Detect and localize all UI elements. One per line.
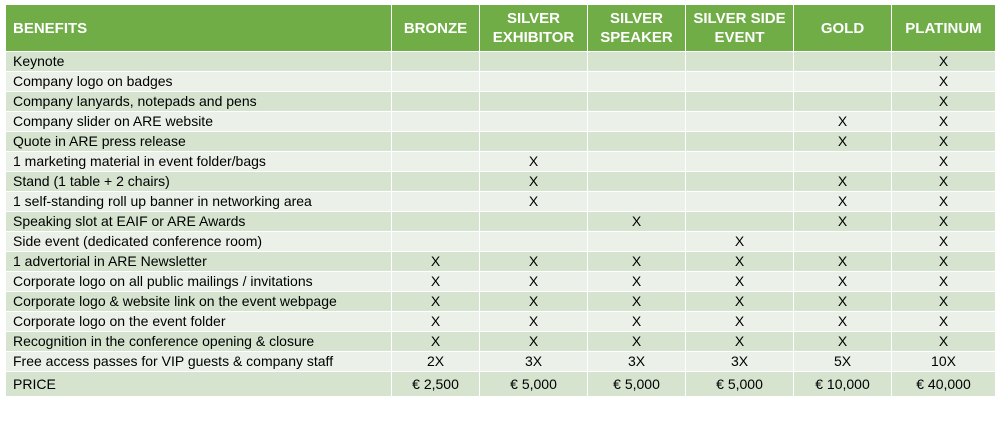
- benefit-name: Speaking slot at EAIF or ARE Awards: [6, 212, 392, 232]
- tier-cell-bronze: [392, 172, 480, 192]
- header-tier-gold: GOLD: [794, 5, 892, 52]
- tier-cell-silver-exhibitor: X: [480, 192, 588, 212]
- tier-cell-platinum: X: [892, 52, 996, 72]
- tier-cell-bronze: [392, 232, 480, 252]
- tier-cell-bronze: [392, 92, 480, 112]
- tier-cell-silver-speaker: X: [588, 292, 686, 312]
- tier-cell-bronze: X: [392, 292, 480, 312]
- tier-cell-bronze: [392, 52, 480, 72]
- tier-cell-bronze: X: [392, 252, 480, 272]
- tier-cell-silver-speaker: X: [588, 252, 686, 272]
- tier-cell-platinum: X: [892, 292, 996, 312]
- tier-cell-silver-exhibitor: X: [480, 152, 588, 172]
- tier-cell-silver-speaker: X: [588, 212, 686, 232]
- tier-cell-silver-speaker: [588, 72, 686, 92]
- tier-cell-silver-side-event: [686, 172, 794, 192]
- benefit-name: Quote in ARE press release: [6, 132, 392, 152]
- tier-cell-gold: X: [794, 172, 892, 192]
- table-body: [6, 52, 996, 397]
- table-row: [6, 172, 996, 192]
- tier-cell-bronze: X: [392, 332, 480, 352]
- benefit-name: Corporate logo on the event folder: [6, 312, 392, 332]
- tier-cell-gold: [794, 232, 892, 252]
- tier-cell-gold: [794, 92, 892, 112]
- tier-cell-platinum: X: [892, 232, 996, 252]
- tier-cell-gold: X: [794, 212, 892, 232]
- tier-cell-silver-side-event: X: [686, 232, 794, 252]
- benefit-name: 1 advertorial in ARE Newsletter: [6, 252, 392, 272]
- header-tier-bronze: BRONZE: [392, 5, 480, 52]
- tier-cell-silver-side-event: € 5,000: [686, 372, 794, 397]
- tier-cell-platinum: 10X: [892, 352, 996, 372]
- tier-cell-silver-side-event: 3X: [686, 352, 794, 372]
- table-row: [6, 192, 996, 212]
- tier-cell-silver-side-event: X: [686, 292, 794, 312]
- header-tier-silver-side-event: SILVER SIDE EVENT: [686, 5, 794, 52]
- price-row: [6, 372, 996, 397]
- benefit-name: PRICE: [6, 372, 392, 397]
- tier-cell-silver-exhibitor: X: [480, 272, 588, 292]
- benefit-name: Keynote: [6, 52, 392, 72]
- tier-cell-silver-speaker: € 5,000: [588, 372, 686, 397]
- tier-cell-bronze: € 2,500: [392, 372, 480, 397]
- benefit-name: Company slider on ARE website: [6, 112, 392, 132]
- tier-cell-gold: [794, 72, 892, 92]
- tier-cell-bronze: [392, 212, 480, 232]
- table-row: [6, 252, 996, 272]
- table-header-row: [6, 5, 996, 52]
- tier-cell-platinum: X: [892, 152, 996, 172]
- tier-cell-silver-side-event: X: [686, 252, 794, 272]
- table-row: [6, 92, 996, 112]
- tier-cell-bronze: X: [392, 272, 480, 292]
- table-row: [6, 272, 996, 292]
- table-row: [6, 232, 996, 252]
- tier-cell-silver-speaker: [588, 92, 686, 112]
- tier-cell-silver-side-event: X: [686, 332, 794, 352]
- benefit-name: Free access passes for VIP guests & company staff: [6, 352, 392, 372]
- table-row: [6, 52, 996, 72]
- tier-cell-gold: [794, 52, 892, 72]
- table-row: [6, 332, 996, 352]
- header-tier-silver-speaker: SILVER SPEAKER: [588, 5, 686, 52]
- benefit-name: Corporate logo on all public mailings / invitations: [6, 272, 392, 292]
- sponsorship-benefits-table: [5, 4, 996, 397]
- tier-cell-gold: X: [794, 192, 892, 212]
- tier-cell-bronze: [392, 72, 480, 92]
- tier-cell-silver-exhibitor: X: [480, 332, 588, 352]
- tier-cell-silver-speaker: X: [588, 332, 686, 352]
- tier-cell-silver-exhibitor: X: [480, 172, 588, 192]
- tier-cell-silver-exhibitor: [480, 112, 588, 132]
- table-row: [6, 132, 996, 152]
- tier-cell-silver-speaker: 3X: [588, 352, 686, 372]
- tier-cell-silver-side-event: X: [686, 272, 794, 292]
- table-row: [6, 72, 996, 92]
- tier-cell-bronze: X: [392, 312, 480, 332]
- tier-cell-platinum: X: [892, 212, 996, 232]
- table-row: [6, 212, 996, 232]
- tier-cell-gold: € 10,000: [794, 372, 892, 397]
- tier-cell-silver-exhibitor: X: [480, 252, 588, 272]
- tier-cell-gold: X: [794, 112, 892, 132]
- table-row: [6, 152, 996, 172]
- tier-cell-gold: X: [794, 252, 892, 272]
- tier-cell-platinum: X: [892, 272, 996, 292]
- benefit-name: Recognition in the conference opening & closure: [6, 332, 392, 352]
- benefit-name: Company lanyards, notepads and pens: [6, 92, 392, 112]
- table-row: [6, 292, 996, 312]
- tier-cell-silver-exhibitor: 3X: [480, 352, 588, 372]
- tier-cell-platinum: X: [892, 92, 996, 112]
- tier-cell-silver-exhibitor: [480, 232, 588, 252]
- tier-cell-silver-speaker: [588, 152, 686, 172]
- tier-cell-silver-side-event: X: [686, 312, 794, 332]
- tier-cell-silver-exhibitor: [480, 72, 588, 92]
- tier-cell-silver-exhibitor: [480, 212, 588, 232]
- tier-cell-silver-side-event: [686, 212, 794, 232]
- tier-cell-silver-exhibitor: [480, 132, 588, 152]
- benefit-name: Corporate logo & website link on the event webpage: [6, 292, 392, 312]
- tier-cell-silver-speaker: [588, 112, 686, 132]
- tier-cell-bronze: 2X: [392, 352, 480, 372]
- benefit-name: 1 self-standing roll up banner in networking area: [6, 192, 392, 212]
- tier-cell-silver-side-event: [686, 72, 794, 92]
- benefit-name: Company logo on badges: [6, 72, 392, 92]
- tier-cell-silver-speaker: [588, 132, 686, 152]
- tier-cell-gold: X: [794, 292, 892, 312]
- benefit-name: Side event (dedicated conference room): [6, 232, 392, 252]
- tier-cell-silver-side-event: [686, 52, 794, 72]
- tier-cell-gold: X: [794, 332, 892, 352]
- tier-cell-silver-side-event: [686, 132, 794, 152]
- tier-cell-silver-exhibitor: [480, 52, 588, 72]
- tier-cell-bronze: [392, 132, 480, 152]
- tier-cell-platinum: X: [892, 312, 996, 332]
- benefit-name: 1 marketing material in event folder/bags: [6, 152, 392, 172]
- tier-cell-silver-exhibitor: [480, 92, 588, 112]
- tier-cell-platinum: X: [892, 112, 996, 132]
- tier-cell-bronze: [392, 192, 480, 212]
- tier-cell-platinum: X: [892, 192, 996, 212]
- tier-cell-gold: [794, 152, 892, 172]
- table-row: [6, 112, 996, 132]
- tier-cell-silver-side-event: [686, 92, 794, 112]
- tier-cell-bronze: [392, 152, 480, 172]
- tier-cell-bronze: [392, 112, 480, 132]
- table-row: [6, 352, 996, 372]
- tier-cell-silver-speaker: [588, 52, 686, 72]
- tier-cell-silver-side-event: [686, 112, 794, 132]
- tier-cell-silver-speaker: X: [588, 312, 686, 332]
- tier-cell-gold: X: [794, 272, 892, 292]
- tier-cell-gold: X: [794, 312, 892, 332]
- table-row: [6, 312, 996, 332]
- tier-cell-gold: X: [794, 132, 892, 152]
- tier-cell-silver-exhibitor: X: [480, 292, 588, 312]
- benefit-name: Stand (1 table + 2 chairs): [6, 172, 392, 192]
- tier-cell-silver-exhibitor: € 5,000: [480, 372, 588, 397]
- header-benefits: BENEFITS: [6, 5, 392, 52]
- tier-cell-platinum: X: [892, 172, 996, 192]
- tier-cell-platinum: € 40,000: [892, 372, 996, 397]
- tier-cell-silver-side-event: [686, 152, 794, 172]
- tier-cell-platinum: X: [892, 132, 996, 152]
- tier-cell-silver-speaker: X: [588, 272, 686, 292]
- header-tier-silver-exhibitor: SILVER EXHIBITOR: [480, 5, 588, 52]
- tier-cell-platinum: X: [892, 332, 996, 352]
- header-tier-platinum: PLATINUM: [892, 5, 996, 52]
- tier-cell-silver-speaker: [588, 172, 686, 192]
- tier-cell-silver-speaker: [588, 232, 686, 252]
- tier-cell-gold: 5X: [794, 352, 892, 372]
- tier-cell-silver-speaker: [588, 192, 686, 212]
- tier-cell-silver-exhibitor: X: [480, 312, 588, 332]
- tier-cell-silver-side-event: [686, 192, 794, 212]
- tier-cell-platinum: X: [892, 72, 996, 92]
- tier-cell-platinum: X: [892, 252, 996, 272]
